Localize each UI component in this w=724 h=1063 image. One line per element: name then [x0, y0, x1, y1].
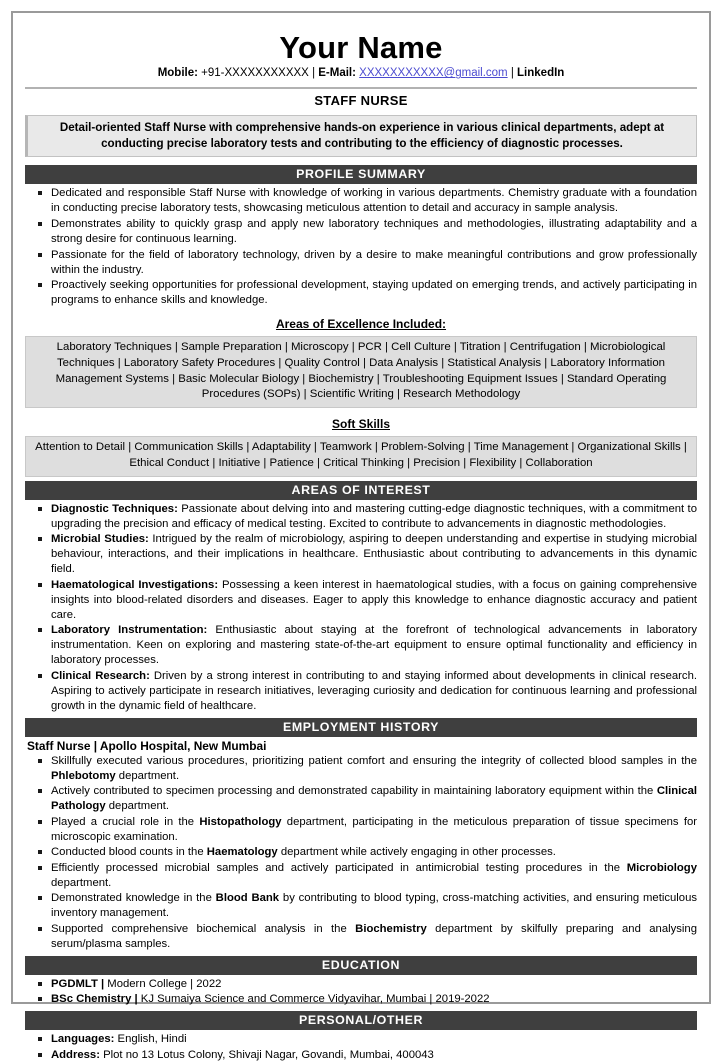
list-item-label: PGDMLT | [51, 977, 105, 990]
list-item [25, 1032, 697, 1047]
list-item-pre: Demonstrated knowledge in the [51, 892, 216, 905]
list-item [25, 922, 697, 952]
list-item [25, 977, 697, 992]
list-item-bold: Clinical Pathology [51, 785, 697, 813]
list-item-label: Address: [51, 1048, 100, 1061]
job-title: Staff Nurse | Apollo Hospital, New Mumbai [27, 738, 267, 753]
list-item: Demonstrates ability to quickly grasp and apply new laboratory techniques and methodologies, illustrating adaptability and a strong desire for continuous learning. [25, 217, 697, 247]
contact-line [25, 66, 697, 81]
subheading-areas-of-excellence: Areas of Excellence Included: [275, 317, 447, 332]
list-item-label: Diagnostic Techniques: [51, 502, 178, 515]
list-item [25, 784, 697, 814]
list-item-label: Microbial Studies: [51, 533, 149, 546]
list-item [25, 845, 697, 860]
list-item [25, 578, 697, 623]
list-item [25, 623, 697, 668]
list-item-post: department. [51, 876, 112, 889]
list-item-label: BSc Chemistry | [51, 993, 138, 1006]
section-header-employment-history: EMPLOYMENT HISTORY [25, 718, 697, 737]
list-item-label: Languages: [51, 1033, 115, 1046]
email-label: E-Mail: [318, 67, 356, 80]
section-header-areas-of-interest: AREAS OF INTEREST [25, 481, 697, 500]
list-item-post: department. [105, 800, 170, 813]
list-item: Dedicated and responsible Staff Nurse with knowledge of working in various departments. Chemistry graduate with a foundation in conducting precise laboratory tests, showcasing meticulous attention to detail and accuracy in sample analysis. [25, 186, 697, 216]
separator-2: | [510, 67, 514, 80]
list-item-pre: Skillfully executed various procedures, prioritizing patient comfort and ensuring the integrity of collected blood samples in the [51, 754, 697, 767]
list-item-bold: Haematology [206, 846, 278, 859]
list-item-pre: Efficiently processed microbial samples and actively participated in antimicrobial testing procedures in the [51, 861, 627, 874]
list-item-post: department, participating in the meticulous preparation of tissue specimens for microscopic examination. [51, 815, 697, 843]
list-item-text: Plot no 13 Lotus Colony, Shivaji Nagar, Govandi, Mumbai, 400043 [99, 1048, 434, 1061]
list-item [25, 754, 697, 784]
list-item-text: Intrigued by the realm of microbiology, aspiring to deepen understanding and expertise in studying microbial behaviour, interactions, and their implications in healthcare. Enthusiastic about contributing to advancements in this dynamic field. [51, 533, 697, 576]
list-item-text: Enthusiastic about staying at the forefront of technological advancements in laboratory instrumentation. Keen on exploring and mastering state-of-the-art equipment to ensure optimal functionality and efficiency in laboratory processes. [51, 624, 697, 667]
employment-history-list [25, 754, 697, 952]
list-item [25, 1048, 697, 1063]
education-list [25, 977, 697, 1008]
list-item-post: department while actively engaging in other processes. [277, 846, 556, 859]
list-item [25, 669, 697, 714]
email-link[interactable]: XXXXXXXXXXX@gmail.com [359, 67, 508, 80]
list-item-text: English, Hindi [114, 1033, 187, 1046]
separator-1: | [312, 67, 316, 80]
mobile-value: +91-XXXXXXXXXXX [201, 67, 309, 80]
list-item-pre: Played a crucial role in the [51, 815, 200, 828]
section-header-personal-other: PERSONAL/OTHER [25, 1011, 697, 1030]
list-item-bold: Microbiology [626, 861, 697, 874]
tagline-box: Detail-oriented Staff Nurse with comprehensive hands-on experience in various clinical departments, adept at conducting precise laboratory tests and contributing to the efficiency of diagnostic processes. [25, 115, 697, 157]
list-item-label: Laboratory Instrumentation: [51, 624, 208, 637]
list-item-label: Clinical Research: [51, 669, 150, 682]
areas-of-interest-list [25, 502, 697, 714]
list-item-text: Modern College | 2022 [104, 977, 222, 990]
resume-content [13, 13, 709, 1063]
list-item-text: Passionate about delving into and mastering cutting-edge diagnostic techniques, with a commitment to upgrading the precision and efficacy of medical testing. Excited to contribute to advancements in diagnostic methodologies. [51, 502, 697, 530]
section-header-education: EDUCATION [25, 956, 697, 975]
list-item [25, 891, 697, 921]
role-title: STAFF NURSE [314, 93, 408, 109]
mobile-label: Mobile: [157, 67, 198, 80]
list-item [25, 502, 697, 532]
list-item-pre: Conducted blood counts in the [51, 846, 207, 859]
list-item-bold: Blood Bank [215, 892, 280, 905]
linkedin-link[interactable]: LinkedIn [517, 67, 565, 80]
page-title: Your Name [279, 30, 443, 65]
resume-page [11, 11, 711, 1061]
list-item-label: Haematological Investigations: [51, 578, 219, 591]
profile-summary-list [25, 186, 697, 308]
section-header-profile-summary: PROFILE SUMMARY [25, 165, 697, 184]
list-item: Proactively seeking opportunities for professional development, staying updated on emerging trends, and actively participating in programs to enhance skills and knowledge. [25, 278, 697, 308]
list-item-text: Driven by a strong interest in contributing to and staying informed about developments in clinical research. Aspiring to actively participate in research initiatives, leveraging curiosity and dedication for continuous learning and professional growth in the dynamic field of healthcare. [51, 669, 697, 712]
list-item [25, 815, 697, 845]
header-divider [25, 87, 697, 89]
soft-skills-box: Attention to Detail | Communication Skills | Adaptability | Teamwork | Problem-Solving | Time Management | Organizational Skills | Ethical Conduct | Initiative | Patience | Critical Thinking | Precision | Flexibility | Collaboration [25, 436, 697, 476]
list-item: Passionate for the field of laboratory technology, driven by a desire to make meaningful contributions and grow professionally within the industry. [25, 248, 697, 278]
list-item-text: Possessing a keen interest in haematological studies, with a focus on gaining comprehensive insights into blood-related disorders and diseases. Eager to apply this knowledge to enhance diagnostic accuracy and patient care. [51, 578, 697, 621]
list-item-post: by contributing to blood typing, cross-matching activities, and ensuring meticulous inventory management. [51, 892, 698, 920]
list-item-bold: Phlebotomy [51, 769, 116, 782]
list-item-bold: Histopathology [199, 815, 282, 828]
list-item-post: department by skilfully preparing and analysing serum/plasma samples. [51, 922, 697, 950]
list-item [25, 532, 697, 577]
list-item-bold: Biochemistry [355, 922, 427, 935]
list-item-post: department. [115, 769, 180, 782]
list-item-text: KJ Sumaiya Science and Commerce Vidyavihar, Mumbai | 2019-2022 [137, 993, 490, 1006]
personal-other-list [25, 1032, 697, 1063]
list-item [25, 861, 697, 891]
list-item-pre: Supported comprehensive biochemical analysis in the [51, 922, 356, 935]
subheading-soft-skills: Soft Skills [331, 417, 390, 432]
list-item [25, 992, 697, 1007]
list-item-pre: Actively contributed to specimen processing and demonstrated capability in maintaining laboratory equipment within the [51, 785, 657, 798]
areas-of-excellence-box: Laboratory Techniques | Sample Preparation | Microscopy | PCR | Cell Culture | Titration | Centrifugation | Microbiological Techniques | Laboratory Safety Procedures | Quality Control | Data Analysis | Statistical Analysis | Laboratory Information Management Systems | Basic Molecular Biology | Biochemistry | Troubleshooting Equipment Issues | Standard Operating Procedures (SOPs) | Scientific Writing | Research Methodology [25, 336, 697, 408]
